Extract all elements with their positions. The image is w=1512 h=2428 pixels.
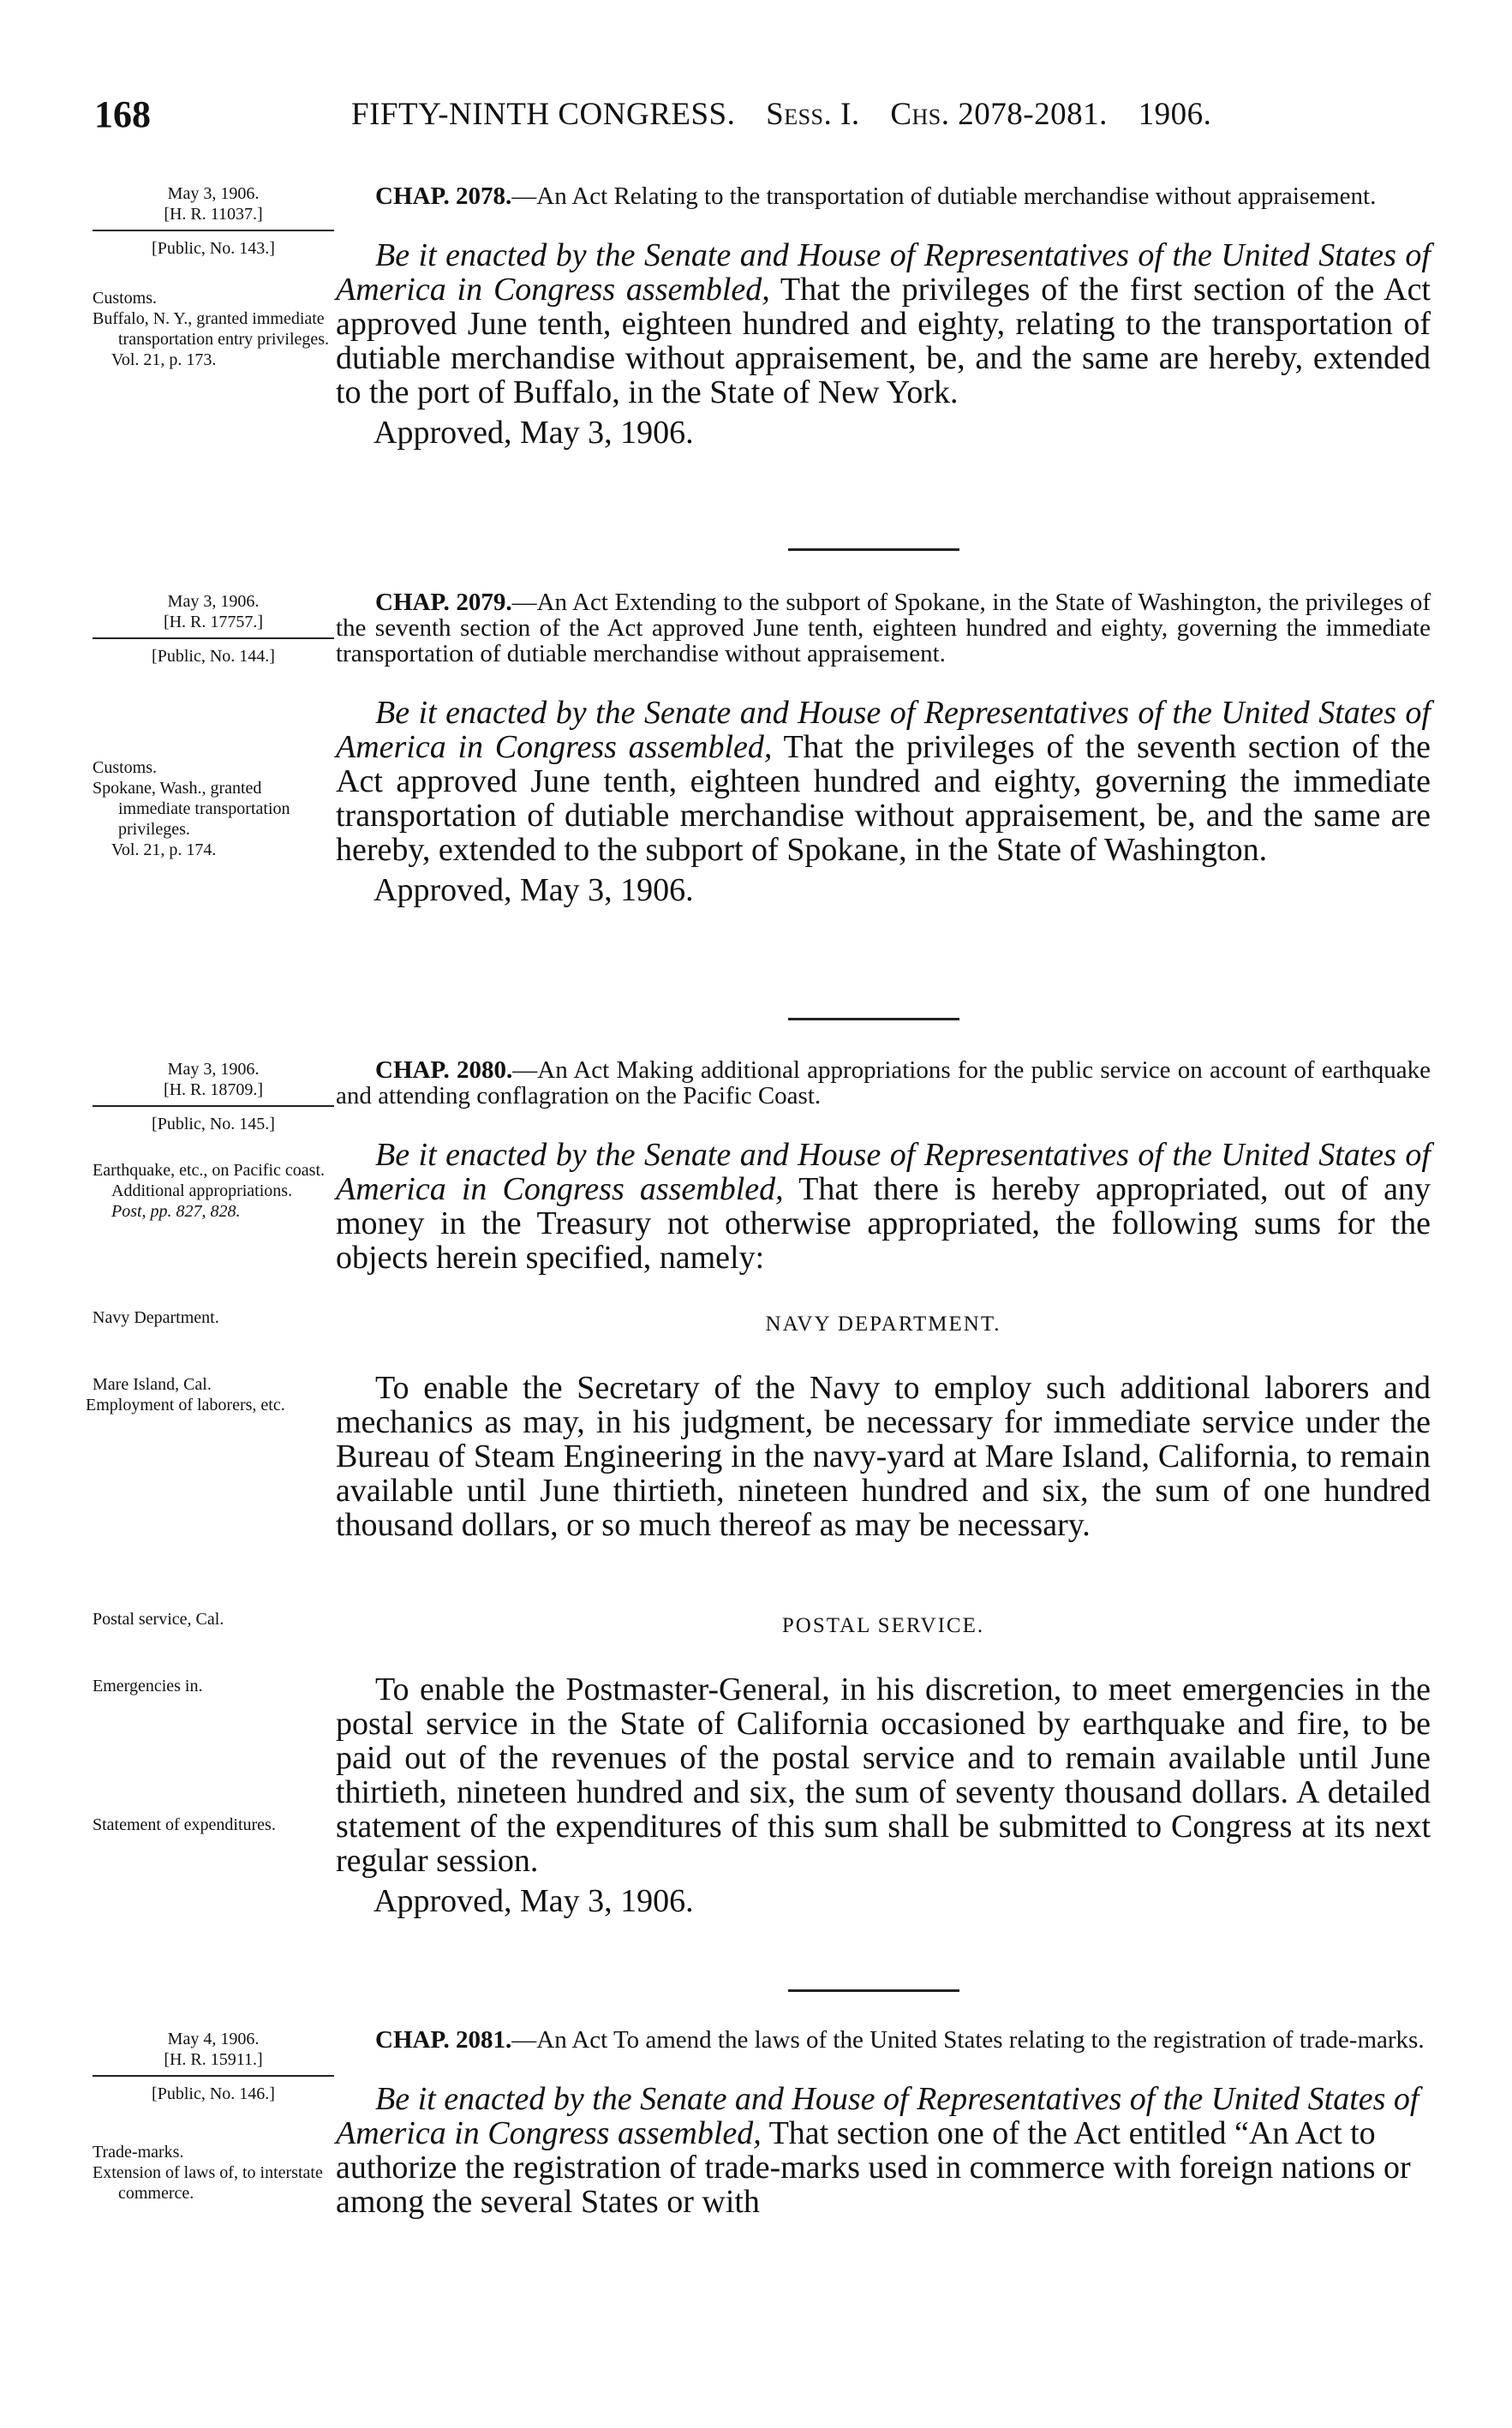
note-topic: Trade-marks.: [93, 2143, 184, 2162]
body-text: That section one of the Act entitled “An Act to authorize the registration of trade-marks used in commerce with foreign nations or among the several States or with: [336, 2115, 1411, 2220]
note-rule: [93, 1105, 334, 1107]
note-reference: Vol. 21, p. 173.: [111, 350, 217, 369]
postal-heading: POSTAL SERVICE.: [781, 1614, 985, 1637]
chapter-body: [336, 696, 1431, 867]
chapter-number: CHAP. 2078.: [375, 182, 512, 210]
chapter-body: [336, 238, 1431, 410]
margin-topics-2081: [93, 2142, 334, 2204]
chapter-2081: [336, 2027, 1431, 2219]
chapter-2079: [336, 589, 1431, 908]
note-topic: Customs.: [93, 289, 158, 308]
page-number: 168: [94, 93, 151, 135]
body-text: That there is hereby appropriated, out of any money in the Treasury not otherwise appropriated, the following sums for the objects herein specified, namely:: [336, 1171, 1431, 1276]
body-text: That the privileges of the first section of the Act approved June tenth, eighteen hundred and eighty, relating to the transportation of dutiable merchandise without appraisement, be, and the same are hereby, extended to the port of Buffalo, in the State of New York.: [336, 272, 1431, 410]
approval-line: Approved, May 3, 1906.: [374, 872, 694, 908]
postal-section: [336, 1672, 1431, 1919]
margin-note-statement: [93, 1815, 334, 1835]
note-statement: Statement of expenditures.: [93, 1815, 276, 1834]
body-text: That the privileges of the seventh section of the Act approved June tenth, eighteen hundred and eighty, governing the immediate transportation of dutiable merchandise without appraisement, be, and the same are hereby, extended to the subport of Spokane, in the State of Washington.: [336, 729, 1431, 868]
navy-section: [336, 1371, 1431, 1542]
note-subtopic: Extension of laws of, to interstate commerce.: [93, 2163, 323, 2203]
note-rule: [93, 230, 334, 231]
note-public-law: [Public, No. 145.]: [152, 1115, 275, 1133]
chapter-body: [336, 1138, 1431, 1275]
chapter-title: —An Act Relating to the transportation of dutiable merchandise without appraisement.: [511, 182, 1377, 210]
chapters-label: Chs. 2078-2081.: [890, 97, 1108, 132]
note-date: May 3, 1906.: [167, 592, 260, 611]
note-emergencies: Emergencies in.: [93, 1677, 203, 1695]
running-title: [351, 96, 1234, 133]
note-public-law: [Public, No. 143.]: [152, 239, 275, 258]
note-public-law: [Public, No. 146.]: [152, 2084, 275, 2103]
note-topic: Earthquake, etc., on Pacific coast.: [93, 1161, 325, 1180]
chapter-heading: [336, 589, 1431, 667]
note-topic: Customs.: [93, 758, 158, 777]
postal-paragraph: To enable the Postmaster-General, in his discretion, to meet emergencies in the postal service in the State of California occasioned by earthquake and fire, to be paid out of the revenues of the postal service and to remain available until June thirtieth, nineteen hundred and six, the sum of seventy thousand dollars. A detailed statement of the expenditures of this sum shall be submitted to Congress at its next regular session.: [336, 1671, 1431, 1879]
navy-section-heading: [336, 1313, 1431, 1337]
margin-topics-2078: [93, 288, 334, 370]
margin-notes-2080: [93, 1059, 334, 1134]
note-rule: [93, 637, 334, 639]
session-label: Sess. I.: [766, 97, 860, 132]
note-mare-island: Mare Island, Cal.: [93, 1375, 212, 1394]
margin-note-navy: [93, 1307, 334, 1328]
enacting-clause: Be it enacted by the Senate and House of Representatives of the United States of America in Congress assembled,: [336, 695, 1431, 765]
margin-topics-2079: [93, 757, 334, 860]
section-divider: [788, 1018, 959, 1020]
margin-topics-2080: [93, 1160, 334, 1222]
running-header: [94, 93, 1396, 144]
chapter-2078: [336, 183, 1431, 451]
congress-label: FIFTY-NINTH CONGRESS.: [351, 97, 736, 132]
navy-paragraph: To enable the Secretary of the Navy to employ such additional laborers and mechanics as may, in his judgment, be necessary for immediate service under the Bureau of Steam Engineering in the navy-yard at Mare Island, California, to remain available until June thirtieth, nineteen hundred and six, the sum of one hundred thousand dollars, or so much thereof as may be necessary.: [336, 1370, 1431, 1543]
chapter-2080: [336, 1057, 1431, 1275]
note-employment: Employment of laborers, etc.: [86, 1396, 285, 1414]
note-postal: Postal service, Cal.: [93, 1610, 224, 1629]
note-bill: [H. R. 11037.]: [164, 205, 263, 224]
approval-line: Approved, May 3, 1906.: [374, 1883, 694, 1919]
note-date: May 4, 1906.: [167, 2030, 260, 2048]
year-label: 1906.: [1138, 97, 1212, 132]
margin-notes-2079: [93, 591, 334, 667]
postal-section-heading: [336, 1614, 1431, 1638]
navy-body: [336, 1371, 1431, 1542]
note-navy: Navy Department.: [93, 1308, 219, 1327]
navy-heading: NAVY DEPARTMENT.: [765, 1313, 1001, 1336]
note-date: May 3, 1906.: [167, 184, 260, 203]
chapter-heading: [336, 1057, 1431, 1109]
note-subtopic: Additional appropriations.: [111, 1181, 293, 1200]
chapter-body: [336, 2082, 1431, 2219]
margin-notes-2078: [93, 183, 334, 259]
chapter-number: CHAP. 2080.: [375, 1056, 513, 1084]
postal-body: [336, 1672, 1431, 1878]
chapter-number: CHAP. 2081.: [375, 2026, 512, 2054]
note-public-law: [Public, No. 144.]: [152, 647, 275, 666]
chapter-heading: [336, 2027, 1431, 2053]
note-reference: Vol. 21, p. 174.: [111, 840, 217, 859]
note-reference: Post, pp. 827, 828.: [111, 1202, 241, 1221]
margin-note-postal: [93, 1609, 334, 1630]
section-divider: [788, 1989, 959, 1992]
enacting-clause: Be it enacted by the Senate and House of Representatives of the United States of America in Congress assembled,: [336, 1137, 1431, 1207]
note-bill: [H. R. 18709.]: [163, 1080, 264, 1099]
chapter-number: CHAP. 2079.: [375, 589, 512, 616]
chapter-title: —An Act Extending to the subport of Spokane, in the State of Washington, the privileges of the seventh section of the Act approved June tenth, eighteen hundred and eighty, governing the immediate transportation of dutiable merchandise without appraisement.: [336, 589, 1431, 667]
approval-line: Approved, May 3, 1906.: [374, 415, 694, 451]
margin-note-emergencies: [93, 1676, 334, 1696]
margin-notes-2081: [93, 2029, 334, 2104]
note-subtopic: Spokane, Wash., granted immediate transportation privileges.: [93, 779, 290, 839]
note-subtopic: Buffalo, N. Y., granted immediate transportation entry privileges.: [93, 309, 330, 349]
note-rule: [93, 2075, 334, 2077]
note-bill: [H. R. 17757.]: [163, 613, 264, 631]
margin-notes-mare-island: [86, 1374, 334, 1415]
note-bill: [H. R. 15911.]: [164, 2050, 263, 2069]
chapter-title: —An Act To amend the laws of the United States relating to the registration of trade-marks.: [511, 2026, 1425, 2054]
chapter-heading: [336, 183, 1431, 209]
section-divider: [788, 548, 959, 551]
note-date: May 3, 1906.: [167, 1060, 260, 1079]
enacting-clause: Be it enacted by the Senate and House of Representatives of the United States of America in Congress assembled,: [336, 237, 1431, 308]
chapter-title: —An Act Making additional appropriations for the public service on account of earthquake and attending conflagration on the Pacific Coast.: [336, 1056, 1431, 1109]
enacting-clause: Be it enacted by the Senate and House of Representatives of the United States of America in Congress assembled,: [336, 2081, 1419, 2151]
